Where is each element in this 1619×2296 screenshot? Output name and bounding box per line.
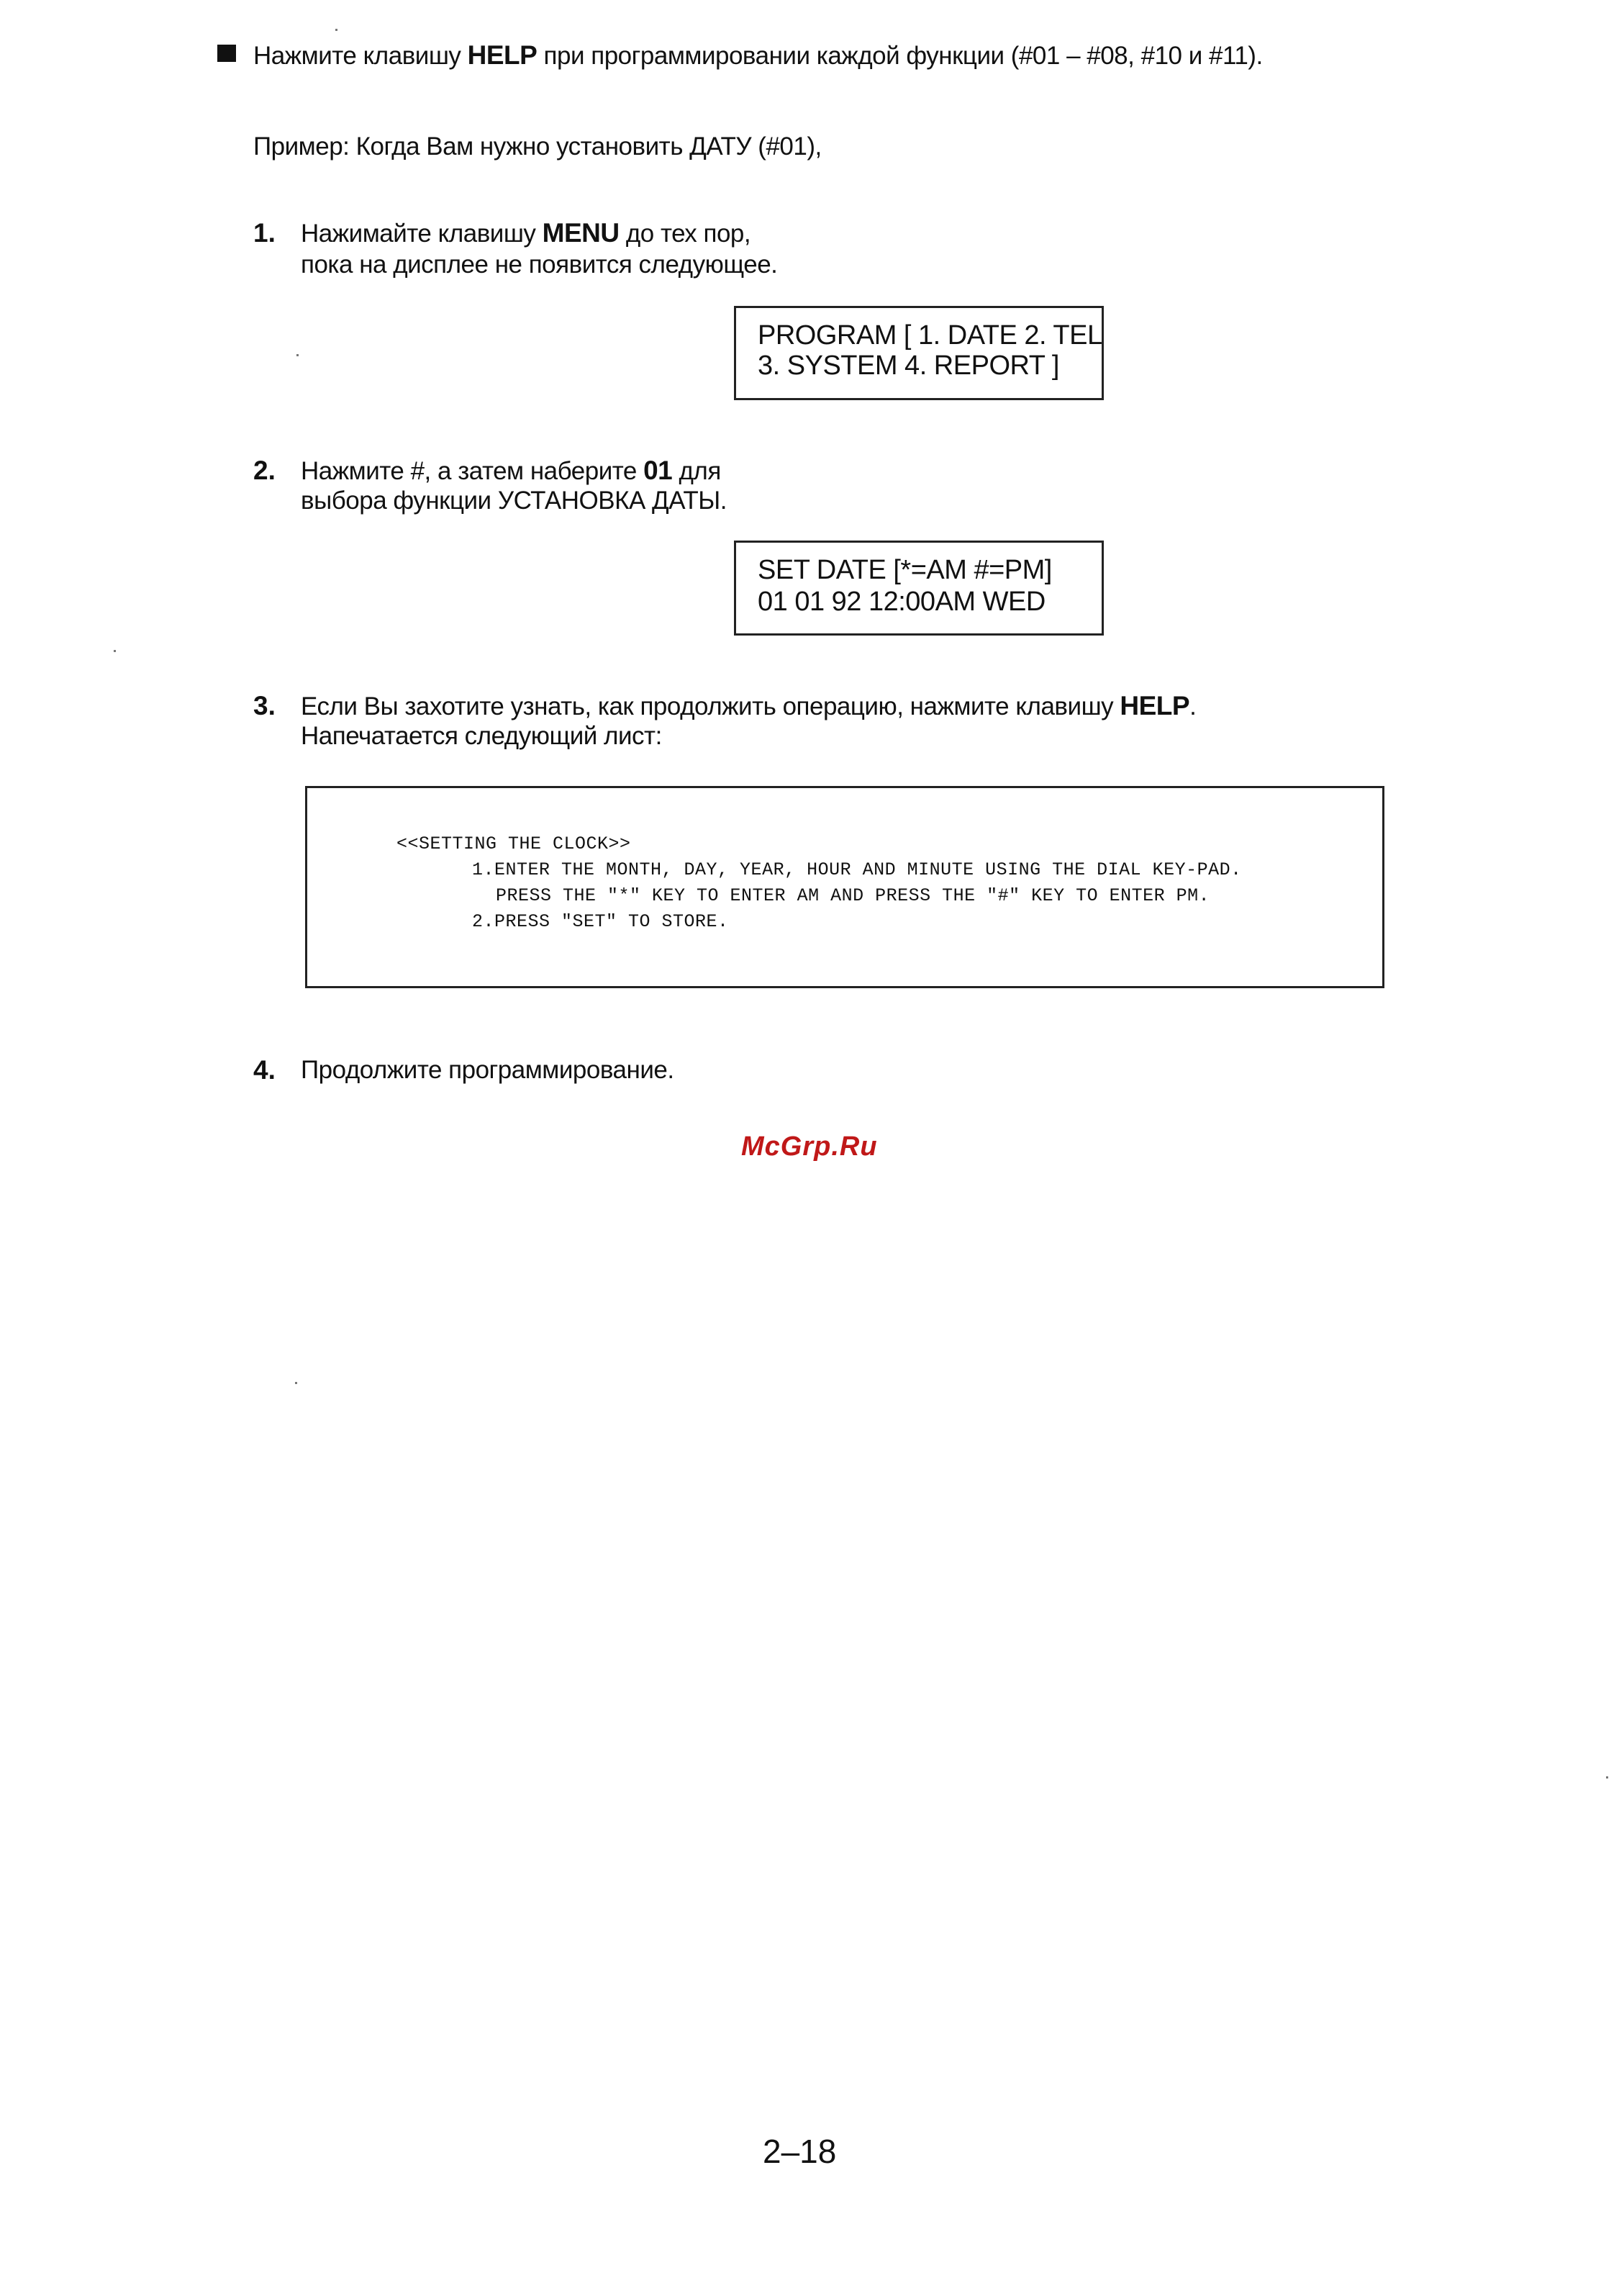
step-2-number: 2. <box>253 456 276 485</box>
help-printout-sheet <box>305 786 1384 988</box>
watermark: McGrp.Ru <box>741 1131 878 1162</box>
page-number: 2–18 <box>763 2133 837 2170</box>
lcd-display-set-date <box>734 541 1104 636</box>
printout-line-2: PRESS THE "*" KEY TO ENTER AM AND PRESS THE "#" KEY TO ENTER PM. <box>496 885 1210 906</box>
step-3-number: 3. <box>253 691 276 720</box>
lcd-line-2: 3. SYSTEM 4. REPORT ] <box>758 351 1059 381</box>
printout-title: <<SETTING THE CLOCK>> <box>396 833 631 854</box>
intro-line: Нажмите клавишу HELP при программировании каждой функции (#01 – #08, #10 и #11). <box>253 40 1263 70</box>
help-key-label: HELP <box>1120 691 1190 720</box>
menu-key-label: MENU <box>542 218 620 248</box>
step-3-text-line2: Напечатается следующий лист: <box>301 722 662 750</box>
scan-speck <box>296 354 299 356</box>
step-4-number: 4. <box>253 1055 276 1085</box>
step-1-text: Нажимайте клавишу MENU до тех пор, <box>301 218 751 248</box>
example-line: Пример: Когда Вам нужно установить ДАТУ (#01), <box>253 132 822 161</box>
scan-speck <box>335 29 337 31</box>
step-1-text-line2: пока на дисплее не появится следующее. <box>301 250 778 279</box>
printout-line-3: 2.PRESS "SET" TO STORE. <box>472 911 729 932</box>
scan-speck <box>295 1382 297 1384</box>
lcd-line-2: 01 01 92 12:00AM WED <box>758 587 1046 617</box>
step-2-text: Нажмите #, а затем наберите 01 для <box>301 456 721 485</box>
code-01-label: 01 <box>643 456 673 485</box>
bullet-square-icon <box>217 45 236 62</box>
lcd-display-program <box>734 306 1104 400</box>
step-4-text: Продолжите программирование. <box>301 1056 674 1084</box>
step-1-number: 1. <box>253 218 276 248</box>
step-2-text-line2: выбора функции УСТАНОВКА ДАТЫ. <box>301 487 727 515</box>
lcd-line-1: PROGRAM [ 1. DATE 2. TEL <box>758 320 1102 351</box>
step-3-text: Если Вы захотите узнать, как продолжить операцию, нажмите клавишу HELP. <box>301 691 1197 720</box>
help-key-label: HELP <box>467 40 538 70</box>
lcd-line-1: SET DATE [*=AM #=PM] <box>758 555 1052 585</box>
scan-speck <box>114 650 116 652</box>
scan-speck <box>1606 1776 1608 1779</box>
printout-line-1: 1.ENTER THE MONTH, DAY, YEAR, HOUR AND MINUTE USING THE DIAL KEY-PAD. <box>472 859 1242 880</box>
